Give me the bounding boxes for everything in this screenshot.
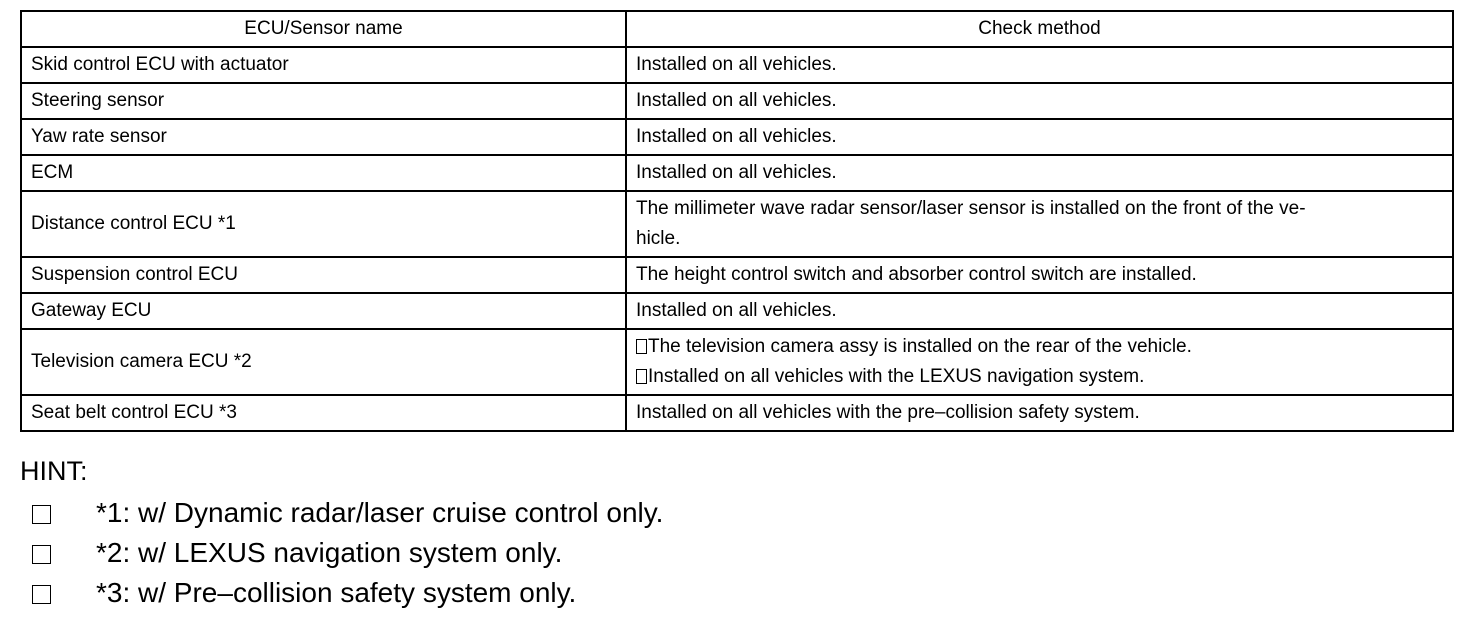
- check-method-line: [636, 362, 1443, 392]
- hint-item-text: *2: w/ LEXUS navigation system only.: [96, 537, 563, 568]
- check-method-line: [636, 332, 1443, 362]
- hint-item-text: *1: w/ Dynamic radar/laser cruise control only.: [96, 497, 664, 528]
- table-row: [21, 47, 1453, 83]
- table-row: [21, 119, 1453, 155]
- bullet-square-icon: [32, 505, 51, 524]
- hint-item: [32, 495, 663, 535]
- table-row: [21, 329, 1453, 395]
- ecu-name-cell: Seat belt control ECU *3: [21, 395, 626, 431]
- check-method-line: hicle.: [636, 228, 681, 249]
- ecu-name-cell: Television camera ECU *2: [21, 329, 626, 395]
- ecu-name-cell: Distance control ECU *1: [21, 191, 626, 257]
- check-method-cell: Installed on all vehicles.: [626, 119, 1453, 155]
- check-method-cell: [626, 329, 1453, 395]
- ecu-name-cell: ECM: [21, 155, 626, 191]
- ecu-name-cell: Steering sensor: [21, 83, 626, 119]
- ecu-name-cell: Skid control ECU with actuator: [21, 47, 626, 83]
- check-method-cell: Installed on all vehicles.: [626, 293, 1453, 329]
- check-method-cell: [626, 191, 1453, 257]
- hint-item: [32, 575, 663, 615]
- ecu-name-cell: Yaw rate sensor: [21, 119, 626, 155]
- table-row: [21, 83, 1453, 119]
- hint-item: [32, 535, 663, 575]
- table-row: [21, 155, 1453, 191]
- table-row: [21, 395, 1453, 431]
- ecu-name-cell: Suspension control ECU: [21, 257, 626, 293]
- check-method-cell: The height control switch and absorber control switch are installed.: [626, 257, 1453, 293]
- ecu-name-cell: Gateway ECU: [21, 293, 626, 329]
- check-method-line: The millimeter wave radar sensor/laser sensor is installed on the front of the ve-: [636, 198, 1306, 219]
- hint-list: [32, 495, 663, 615]
- table-row: [21, 293, 1453, 329]
- table-row: [21, 191, 1453, 257]
- check-method-text: Installed on all vehicles with the LEXUS navigation system.: [648, 366, 1145, 387]
- table-header-row: [21, 11, 1453, 47]
- check-method-text: The television camera assy is installed on the rear of the vehicle.: [648, 336, 1192, 357]
- table-row: [21, 257, 1453, 293]
- bullet-square-icon: [636, 369, 647, 384]
- column-header-ecu-sensor-name: ECU/Sensor name: [21, 11, 626, 47]
- check-method-cell: Installed on all vehicles.: [626, 83, 1453, 119]
- ecu-sensor-table: [20, 10, 1454, 432]
- check-method-cell: Installed on all vehicles.: [626, 47, 1453, 83]
- check-method-cell: Installed on all vehicles with the pre–collision safety system.: [626, 395, 1453, 431]
- hint-heading: HINT:: [20, 456, 88, 486]
- bullet-square-icon: [32, 585, 51, 604]
- bullet-square-icon: [32, 545, 51, 564]
- bullet-square-icon: [636, 339, 647, 354]
- hint-item-text: *3: w/ Pre–collision safety system only.: [96, 577, 577, 608]
- check-method-cell: Installed on all vehicles.: [626, 155, 1453, 191]
- column-header-check-method: Check method: [626, 11, 1453, 47]
